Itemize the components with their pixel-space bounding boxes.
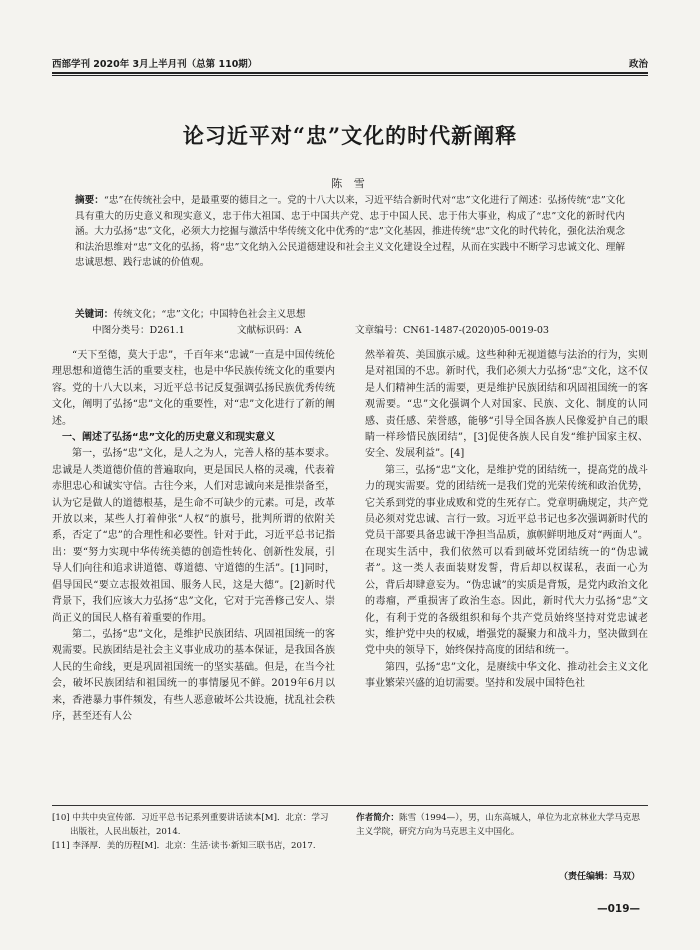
page-number: —019— (597, 903, 640, 915)
paragraph: 第三，弘扬“忠”文化，是维护党的团结统一，提高党的战斗力的现实需要。党的团结统一是我们党的光荣传统和政治优势，它关系到党的事业成败和党的生死存亡。党章明确规定，共产党员必须对党忠诚、言行一致。习近平总书记也多次强调新时代的党员干部要具备忠诚干净担当品质，旗帜鲜明地反对“两面人”。在现实生活中，我们依然可以看到破坏党团结统一的“伪忠诚者”。这一类人表面装财发誓，背后却以权谋私，表面一心为公，背后却肆意妄为。“伪忠诚”的实质是背叛，是党内政治文化的毒瘤，严重损害了政治生态。因此，新时代大力弘扬“忠”文化，有利于党的各级组织和每个共产党员始终坚持对党忠诚老实，维护党中央的权威，增强党的凝聚力和战斗力，坚决做到在党中央的领导下，始终保持高度的团结和统一。 (365, 464, 648, 657)
footer-rule (52, 805, 648, 806)
author-name: 陈 雪 (331, 177, 369, 190)
keywords-text: 传统文化；“忠”文化；中国特色社会主义思想 (113, 309, 306, 320)
paragraph: 然举着英、美国旗示威。这些种种无视道德与法治的行为，实则是对祖国的不忠。新时代，我们必须大力弘扬“忠”文化，这不仅是人们精神生活的需要，更是维护民族团结和巩固祖国统一的客观需要。“忠”文化强调个人对国家、民族、文化、制度的认同感、责任感、荣誉感，能够“引导全国各族人民像爱护自己的眼睛一样珍惜民族团结”，[3]促使各族人民自发“维护国家主权、安全、发展利益”。[4] (365, 350, 648, 460)
keywords-label: 关键词： (75, 309, 114, 320)
reference-item: [10] 中共中央宣传部．习近平总书记系列重要讲话读本[M]．北京：学习出版社，人民出版社，2014. (52, 813, 329, 837)
references (52, 812, 337, 855)
left-column (52, 348, 335, 725)
section-label: 政治 (628, 59, 648, 70)
author-bio (356, 812, 648, 839)
paragraph: 第四，弘扬“忠”文化，是赓续中华文化、推动社会主义文化事业繁荣兴盛的迫切需要。坚持和发展中国特色社 (365, 661, 648, 690)
bio-label: 作者简介： (356, 813, 399, 823)
clc-number: 中图分类号：D261.1 (92, 325, 185, 336)
abstract-label: 摘要： (75, 195, 104, 206)
bio-text: 陈雪（1994—），男，山东高城人，单位为北京林业大学马克思主义学院，研究方向为马克思主义中国化。 (356, 813, 640, 837)
editor-credit: （责任编辑：马双） (558, 872, 640, 882)
paragraph: 第一，弘扬“忠”文化，是人之为人，完善人格的基本要求。忠诚是人类道德价值的普遍取向，更是国民人格的灵魂，代表着赤胆忠心和诚实守信。古往今来，人们对忠诚向来是推崇备至，认为它是做人的道德根基，是生命不可缺少的元素。可是，改革开放以来，某些人打着伸张“人权”的旗号，批判所谓的依附关系，否定了“忠”的合理性和必要性。针对于此，习近平总书记指出：要“努力实现中华传统美德的创造性转化、创新性发展，引导人们向往和追求讲道德、尊道德、守道德的生活”。[1]同时，倡导国民“要立志报效祖国、服务人民，这是大德”。[2]新时代背景下，我们应该大力弘扬“忠”文化，它对于完善修己安人、崇尚正义的国民人格有着重要的作用。 (52, 448, 335, 624)
journal-name: 西部学刊 2020年 3月上半月刊（总第 110期） (52, 59, 258, 70)
paragraph: 第二，弘扬“忠”文化，是维护民族团结、巩固祖国统一的客观需要。民族团结是社会主义事业成功的基本保证，是我国各族人民的生命线，更是巩固祖国统一的坚实基础。但是，在当今社会，破坏民族团结和祖国统一的事情屡见不鲜。2019年6月以来，香港暴力事件频发，有些人恶意破坏公共设施，扰乱社会秩序，甚至还有人公 (52, 628, 335, 722)
keywords (75, 306, 625, 320)
header-rule-thin (52, 75, 648, 76)
document-code: 文献标识码：A (237, 325, 302, 336)
article-title: 论习近平对“忠”文化的时代新阐释 (182, 123, 518, 148)
abstract-text: “忠”在传统社会中，是最重要的德目之一。党的十八大以来，习近平结合新时代对“忠”文化进行了阐述：弘扬传统“忠”文化具有重大的历史意义和现实意义，忠于伟大祖国、忠于中国共产党、忠于中国人民、忠于伟大事业，构成了“忠”文化的新时代内涵。大力弘扬“忠”文化，必须大力挖掘与激活中华传统文化中优秀的“忠”文化基因，推进传统“忠”文化的时代转化，强化法治观念和法治思维对“忠”文化的弘扬，将“忠”文化纳入公民道德建设和社会主义文化建设全过程，从而在实践中不断学习忠诚文化、理解忠诚思想、践行忠诚的价值观。 (75, 195, 626, 268)
abstract (75, 193, 625, 271)
running-header (52, 50, 648, 70)
header-rule (52, 72, 648, 74)
reference-item: [11] 李泽厚．美的历程[M]．北京：生活·读书·新知三联书店，2017. (52, 841, 316, 851)
section-heading: 一、阐述了弘扬“忠”文化的历史意义和现实意义 (62, 432, 276, 444)
right-column (365, 348, 648, 693)
paragraph: “天下至德，莫大于忠”，千百年来“忠诚”一直是中国传统伦理思想和道德生活的重要支柱，也是中华民族传统文化的重要内容。党的十八大以来，习近平总书记反复强调弘扬民族优秀传统文化，阐明了弘扬“忠”文化的重要性，对“忠”文化进行了新的阐述。 (52, 350, 335, 427)
article-number: 文章编号：CN61-1487-(2020)05-0019-03 (355, 325, 550, 336)
classification-line (92, 322, 625, 336)
